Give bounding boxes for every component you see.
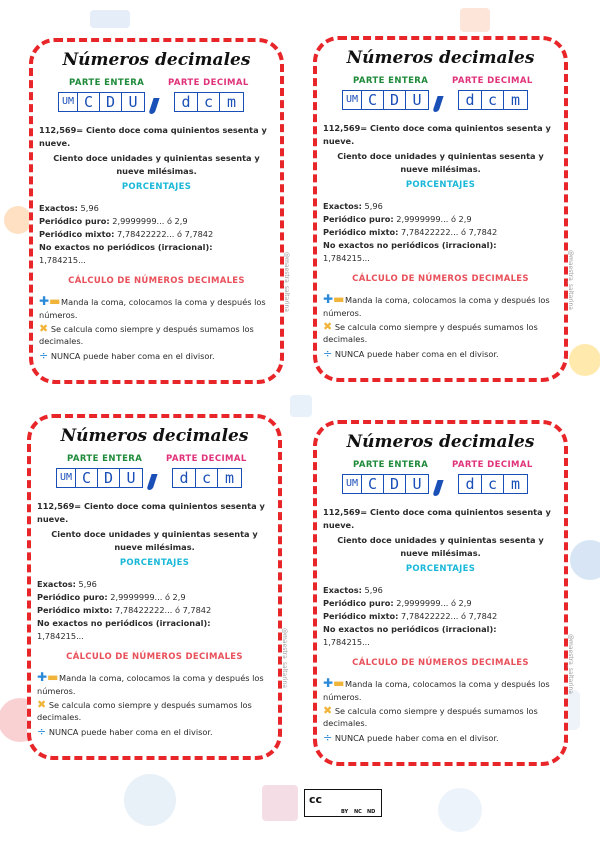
rule-mul: ✖ Se calcula como siempre y después sumamos los decimales. bbox=[323, 704, 538, 728]
place-box: d bbox=[172, 468, 196, 488]
divide-icon: ÷ bbox=[37, 725, 47, 738]
rule-mul: ✖ Se calcula como siempre y después sumamos los decimales. bbox=[39, 322, 254, 346]
section-calculo: CÁLCULO DE NÚMEROS DECIMALES bbox=[68, 276, 245, 286]
place-box: U bbox=[121, 92, 145, 112]
place-box: m bbox=[503, 90, 528, 110]
by-label: BY bbox=[341, 809, 349, 815]
label-decimal: PARTE DECIMAL bbox=[452, 460, 533, 470]
exactos-row: Exactos: 5,96 bbox=[39, 203, 99, 213]
rule-mul: ✖ Se calcula como siempre y después sumamos los decimales. bbox=[323, 320, 538, 344]
label-entera: PARTE ENTERA bbox=[69, 78, 145, 88]
side-credit: @maestra_saltarina bbox=[281, 628, 288, 688]
decimal-card-4 bbox=[313, 420, 574, 766]
minus-icon: ▬ bbox=[47, 670, 59, 684]
irracional-value: 1,784215... bbox=[39, 255, 86, 265]
plus-icon: ✚ bbox=[323, 292, 334, 306]
decimal-comma bbox=[432, 480, 443, 496]
place-box: U bbox=[119, 468, 143, 488]
card-title: Números decimales bbox=[346, 432, 535, 452]
minus-icon: ▬ bbox=[49, 294, 61, 308]
section-calculo: CÁLCULO DE NÚMEROS DECIMALES bbox=[352, 658, 529, 668]
side-credit: @maestra_saltarina bbox=[567, 634, 574, 694]
puro-row: Periódico puro: 2,9999999... ó 2,9 bbox=[39, 216, 188, 226]
mixto-row: Periódico mixto: 7,78422222... ó 7,7842 bbox=[37, 605, 212, 615]
rule-div: ÷ NUNCA puede haber coma en el divisor. bbox=[323, 347, 499, 360]
multiply-icon: ✖ bbox=[39, 322, 49, 335]
rule-add-sub: ✚▬Manda la coma, colocamos la coma y después los números. bbox=[39, 294, 266, 320]
irracional-label: No exactos no periódicos (irracional): bbox=[39, 242, 213, 252]
divide-icon: ÷ bbox=[39, 349, 49, 362]
nd-label: ND bbox=[367, 809, 376, 815]
example-alt: Ciento doce unidades y quinientas sesenta y nueve milésimas. bbox=[51, 529, 258, 552]
place-box: C bbox=[361, 90, 384, 110]
example-line: 112,569= Ciento doce coma quinientos sesenta y nueve. bbox=[37, 501, 265, 524]
place-box: C bbox=[75, 468, 98, 488]
place-box: UM bbox=[58, 92, 78, 112]
place-box: m bbox=[217, 468, 242, 488]
place-box: D bbox=[97, 468, 120, 488]
place-box: c bbox=[481, 474, 504, 494]
rule-div: ÷ NUNCA puede haber coma en el divisor. bbox=[323, 731, 499, 744]
place-box: d bbox=[174, 92, 198, 112]
plus-icon: ✚ bbox=[37, 670, 48, 684]
side-credit: @maestra_saltarina bbox=[283, 252, 290, 312]
place-box: c bbox=[197, 92, 220, 112]
example-line: 112,569= Ciento doce coma quinientos sesenta y nueve. bbox=[323, 123, 551, 146]
place-box: d bbox=[458, 474, 482, 494]
card-title: Números decimales bbox=[346, 48, 535, 68]
nc-label: NC bbox=[354, 809, 362, 815]
multiply-icon: ✖ bbox=[323, 320, 333, 333]
cc-license-badge bbox=[304, 789, 382, 817]
rule-add-sub: ✚▬Manda la coma, colocamos la coma y después los números. bbox=[323, 292, 550, 318]
side-credit: @maestra_saltarina bbox=[567, 250, 574, 310]
plus-icon: ✚ bbox=[323, 676, 334, 690]
exactos-row: Exactos: 5,96 bbox=[323, 585, 383, 595]
decimal-card-1 bbox=[29, 38, 290, 384]
place-box: c bbox=[195, 468, 218, 488]
place-box: m bbox=[503, 474, 528, 494]
place-box: C bbox=[361, 474, 384, 494]
rule-div: ÷ NUNCA puede haber coma en el divisor. bbox=[37, 725, 213, 738]
label-decimal: PARTE DECIMAL bbox=[168, 78, 249, 88]
minus-icon: ▬ bbox=[333, 292, 345, 306]
example-alt: Ciento doce unidades y quinientas sesenta y nueve milésimas. bbox=[53, 153, 260, 176]
divide-icon: ÷ bbox=[323, 731, 333, 744]
place-box: d bbox=[458, 90, 482, 110]
divide-icon: ÷ bbox=[323, 347, 333, 360]
label-entera: PARTE ENTERA bbox=[353, 460, 429, 470]
rule-div: ÷ NUNCA puede haber coma en el divisor. bbox=[39, 349, 215, 362]
puro-row: Periódico puro: 2,9999999... ó 2,9 bbox=[323, 598, 472, 608]
place-box: D bbox=[383, 90, 406, 110]
place-box: U bbox=[405, 90, 429, 110]
irracional-value: 1,784215... bbox=[323, 253, 370, 263]
section-porcentajes: PORCENTAJES bbox=[119, 558, 190, 568]
example-line: 112,569= Ciento doce coma quinientos sesenta y nueve. bbox=[39, 125, 267, 148]
label-entera: PARTE ENTERA bbox=[353, 76, 429, 86]
decimal-comma bbox=[432, 96, 443, 112]
rule-add-sub: ✚▬Manda la coma, colocamos la coma y después los números. bbox=[323, 676, 550, 702]
example-line: 112,569= Ciento doce coma quinientos sesenta y nueve. bbox=[323, 507, 551, 530]
puro-row: Periódico puro: 2,9999999... ó 2,9 bbox=[37, 592, 186, 602]
place-box: UM bbox=[56, 468, 76, 488]
multiply-icon: ✖ bbox=[37, 698, 47, 711]
place-box: D bbox=[99, 92, 122, 112]
irracional-label: No exactos no periódicos (irracional): bbox=[37, 618, 211, 628]
mixto-row: Periódico mixto: 7,78422222... ó 7,7842 bbox=[39, 229, 214, 239]
place-box: UM bbox=[342, 90, 362, 110]
cc-icon: cc bbox=[309, 793, 323, 806]
irracional-label: No exactos no periódicos (irracional): bbox=[323, 624, 497, 634]
place-box: m bbox=[219, 92, 244, 112]
section-calculo: CÁLCULO DE NÚMEROS DECIMALES bbox=[66, 652, 243, 662]
mixto-row: Periódico mixto: 7,78422222... ó 7,7842 bbox=[323, 611, 498, 621]
example-alt: Ciento doce unidades y quinientas sesenta y nueve milésimas. bbox=[337, 151, 544, 174]
exactos-row: Exactos: 5,96 bbox=[323, 201, 383, 211]
label-decimal: PARTE DECIMAL bbox=[166, 454, 247, 464]
place-box: D bbox=[383, 474, 406, 494]
exactos-row: Exactos: 5,96 bbox=[37, 579, 97, 589]
label-entera: PARTE ENTERA bbox=[67, 454, 143, 464]
example-alt: Ciento doce unidades y quinientas sesenta y nueve milésimas. bbox=[337, 535, 544, 558]
author-logo bbox=[262, 785, 298, 821]
irracional-value: 1,784215... bbox=[37, 631, 84, 641]
multiply-icon: ✖ bbox=[323, 704, 333, 717]
section-porcentajes: PORCENTAJES bbox=[405, 564, 476, 574]
rule-add-sub: ✚▬Manda la coma, colocamos la coma y después los números. bbox=[37, 670, 264, 696]
decimal-card-3 bbox=[27, 414, 288, 760]
minus-icon: ▬ bbox=[333, 676, 345, 690]
plus-icon: ✚ bbox=[39, 294, 50, 308]
irracional-value: 1,784215... bbox=[323, 637, 370, 647]
place-box: UM bbox=[342, 474, 362, 494]
section-porcentajes: PORCENTAJES bbox=[121, 182, 192, 192]
card-title: Números decimales bbox=[60, 426, 249, 446]
irracional-label: No exactos no periódicos (irracional): bbox=[323, 240, 497, 250]
card-title: Números decimales bbox=[62, 50, 251, 70]
decimal-comma bbox=[148, 98, 159, 114]
section-calculo: CÁLCULO DE NÚMEROS DECIMALES bbox=[352, 274, 529, 284]
mixto-row: Periódico mixto: 7,78422222... ó 7,7842 bbox=[323, 227, 498, 237]
section-porcentajes: PORCENTAJES bbox=[405, 180, 476, 190]
place-box: c bbox=[481, 90, 504, 110]
decimal-comma bbox=[146, 474, 157, 490]
decimal-card-2 bbox=[313, 36, 574, 382]
label-decimal: PARTE DECIMAL bbox=[452, 76, 533, 86]
place-box: U bbox=[405, 474, 429, 494]
puro-row: Periódico puro: 2,9999999... ó 2,9 bbox=[323, 214, 472, 224]
place-box: C bbox=[77, 92, 100, 112]
rule-mul: ✖ Se calcula como siempre y después sumamos los decimales. bbox=[37, 698, 252, 722]
